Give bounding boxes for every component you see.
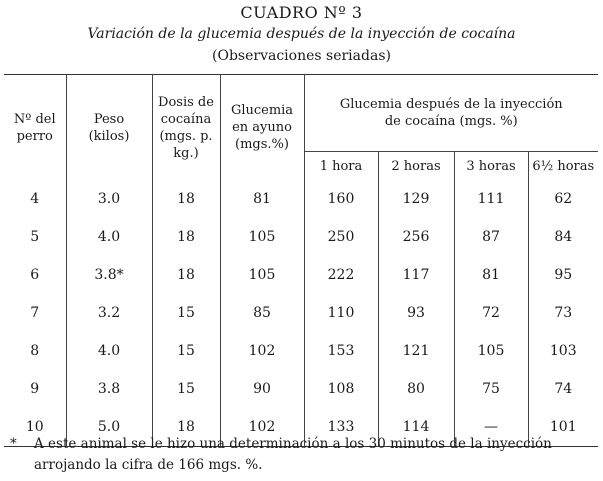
header-perro	[4, 75, 66, 181]
footnote-line1	[10, 434, 600, 455]
cell-h6: 84	[554, 229, 573, 245]
cell-dosis: 18	[152, 180, 220, 218]
cell-ayuno: 105	[220, 218, 304, 256]
header-despues-line1: Glucemia después de la inyección	[339, 97, 563, 112]
cell-h3: 87	[454, 218, 528, 256]
header-ayuno-line3: (mgs.%)	[235, 137, 289, 152]
data-table	[4, 74, 598, 447]
cell-h2: 114	[378, 408, 454, 447]
cell-perro: 5	[4, 218, 66, 256]
cell-h1: 250	[304, 218, 378, 256]
header-perro-line1: Nº del	[13, 111, 56, 127]
cell-h2: 129	[378, 180, 454, 218]
cell-ayuno: 81	[220, 180, 304, 218]
header-glucemia-despues	[304, 75, 598, 152]
cell-h2: 256	[378, 218, 454, 256]
header-peso-line1: Peso	[93, 111, 125, 127]
header-ayuno-line1: Glucemia	[230, 103, 294, 118]
table-row	[4, 370, 598, 408]
cell-h6: 95	[554, 267, 573, 283]
table-row	[4, 180, 598, 218]
cell-ayuno: 102	[220, 408, 304, 447]
cell-dosis: 18	[152, 408, 220, 447]
header-time-1h: 1 hora	[304, 152, 378, 181]
cell-h1: 153	[304, 332, 378, 370]
header-time-2h: 2 horas	[378, 152, 454, 181]
header-dosis-line4: kg.)	[173, 145, 199, 161]
cell-peso: 3.0	[66, 180, 152, 218]
cell-dosis: 15	[152, 294, 220, 332]
cell-peso: 5.0	[66, 408, 152, 447]
table-row	[4, 218, 598, 256]
header-peso	[66, 75, 152, 181]
cell-h3: —	[454, 408, 528, 447]
header-dosis-line2: cocaína	[160, 111, 212, 127]
cell-peso: 3.8	[66, 370, 152, 408]
cell-h1: 222	[304, 256, 378, 294]
footnote	[10, 434, 600, 476]
header-ayuno-line2: en ayuno	[232, 120, 292, 135]
cell-h3: 75	[454, 370, 528, 408]
cell-h3: 72	[454, 294, 528, 332]
header-glucemia-ayuno	[220, 75, 304, 181]
cell-h3: 105	[454, 332, 528, 370]
cell-h3: 111	[454, 180, 528, 218]
header-despues-line2: de cocaína (mgs. %)	[384, 114, 518, 129]
table-subtitle-secondary: (Observaciones seriadas)	[212, 48, 391, 64]
cell-h2: 80	[378, 370, 454, 408]
header-perro-line2: perro	[16, 128, 53, 144]
cell-perro: 8	[4, 332, 66, 370]
cell-h6: 74	[554, 381, 573, 397]
cell-dosis: 15	[152, 370, 220, 408]
cell-h1: 133	[304, 408, 378, 447]
cell-ayuno: 102	[220, 332, 304, 370]
header-dosis-line3: (mgs. p.	[159, 128, 213, 144]
cell-h2: 117	[378, 256, 454, 294]
table-row	[4, 332, 598, 370]
cell-ayuno: 90	[220, 370, 304, 408]
header-dosis	[152, 75, 220, 181]
table-title: CUADRO Nº 3	[240, 3, 363, 22]
cell-peso: 4.0	[66, 218, 152, 256]
footnote-mark: *	[10, 436, 17, 452]
cell-h6: 62	[554, 191, 573, 207]
cell-perro: 10	[4, 408, 66, 447]
table-row	[4, 256, 598, 294]
cell-h2: 121	[378, 332, 454, 370]
cell-h3: 81	[454, 256, 528, 294]
cell-h6: 101	[528, 408, 598, 447]
cell-ayuno: 85	[220, 294, 304, 332]
cell-h1: 108	[304, 370, 378, 408]
cell-h6: 103	[549, 343, 577, 359]
cell-dosis: 18	[152, 256, 220, 294]
header-peso-line2: (kilos)	[88, 128, 130, 144]
header-dosis-line1: Dosis de	[158, 94, 214, 110]
cell-peso: 3.8*	[66, 256, 152, 294]
cell-h6: 73	[554, 305, 573, 321]
header-time-3h: 3 horas	[454, 152, 528, 181]
cell-h1: 160	[304, 180, 378, 218]
cell-perro: 4	[4, 180, 66, 218]
cell-h2: 93	[378, 294, 454, 332]
cell-peso: 4.0	[66, 332, 152, 370]
cell-perro: 7	[4, 294, 66, 332]
table-subtitle: Variación de la glucemia después de la inyección de cocaína	[87, 26, 516, 42]
cell-dosis: 15	[152, 332, 220, 370]
footnote-text1: A este animal se le hizo una determinación a los 30 minutos de la inyección	[34, 436, 552, 452]
cell-dosis: 18	[152, 218, 220, 256]
header-time-6h: 6½ horas	[532, 158, 595, 174]
cell-perro: 9	[4, 370, 66, 408]
cell-ayuno: 105	[220, 256, 304, 294]
cell-peso: 3.2	[66, 294, 152, 332]
footnote-line2: arrojando la cifra de 166 mgs. %.	[34, 457, 263, 473]
cell-perro: 6	[4, 256, 66, 294]
cell-h1: 110	[304, 294, 378, 332]
table-row	[4, 294, 598, 332]
